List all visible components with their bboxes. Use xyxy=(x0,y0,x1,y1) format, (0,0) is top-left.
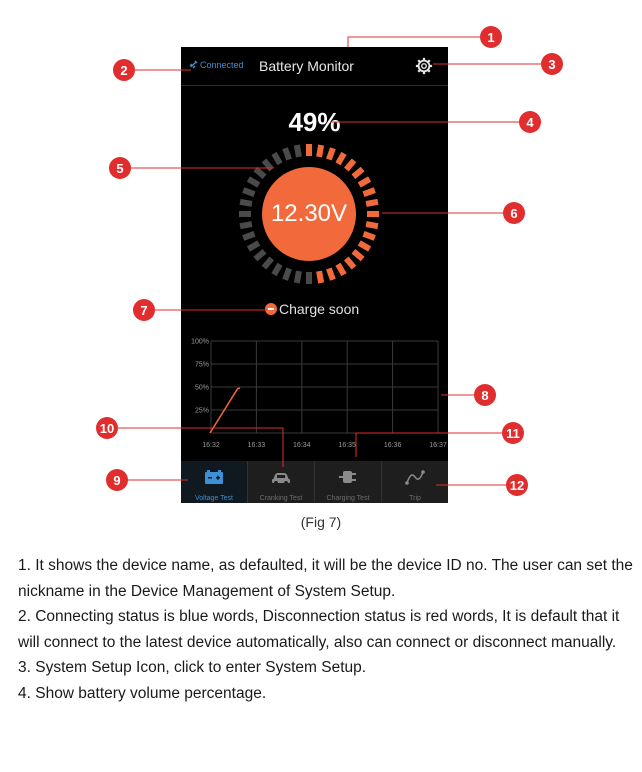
tab-trip-label: Trip xyxy=(409,495,421,502)
callout-12: 12 xyxy=(506,474,528,496)
x-tick-label: 16:37 xyxy=(429,442,447,449)
tab-bar xyxy=(181,461,448,503)
battery-status-label: Charge soon xyxy=(279,301,360,317)
tab-cranking-test[interactable] xyxy=(248,461,315,503)
callout-2: 2 xyxy=(113,59,135,81)
tab-trip[interactable] xyxy=(382,461,448,503)
note-1: 1. It shows the device name, as defaulted, it will be the device ID no. The user can set the nickname in the Device Management of System Setup. xyxy=(18,557,633,600)
tab-cranking-test-label: Cranking Test xyxy=(259,495,303,502)
battery-status-icon xyxy=(265,303,277,315)
x-tick-label: 16:32 xyxy=(202,442,220,449)
y-tick-label: 50% xyxy=(194,384,209,392)
voltage-readout: 12.30V xyxy=(270,200,348,227)
tab-voltage-test[interactable] xyxy=(181,461,248,503)
tab-charging-test-label: Charging Test xyxy=(326,495,370,502)
callout-5: 5 xyxy=(109,157,131,179)
y-tick-label: 75% xyxy=(194,361,209,369)
callout-10: 10 xyxy=(96,417,118,439)
notes-list xyxy=(18,553,640,706)
route-icon xyxy=(404,467,426,487)
callout-7: 7 xyxy=(133,299,155,321)
callout-1: 1 xyxy=(480,26,502,48)
link-icon xyxy=(189,60,199,70)
x-tick-label: 16:34 xyxy=(293,442,311,449)
app-title: Battery Monitor xyxy=(259,58,354,74)
callout-6: 6 xyxy=(503,202,525,224)
x-tick-label: 16:35 xyxy=(338,442,356,449)
callout-11: 11 xyxy=(502,422,524,444)
tab-voltage-test-label: Voltage Test xyxy=(194,495,233,502)
note-2: 2. Connecting status is blue words, Disconnection status is red words, It is default that it will connect to the latest device automatically, also can connect or disconnect manually. xyxy=(18,608,620,651)
y-tick-label: 100% xyxy=(191,338,209,346)
callout-3: 3 xyxy=(541,53,563,75)
tab-charging-test[interactable] xyxy=(315,461,382,503)
gear-icon[interactable] xyxy=(415,57,433,75)
voltage-chart xyxy=(181,335,448,459)
car-icon xyxy=(270,467,292,487)
note-4: 4. Show battery volume percentage. xyxy=(18,684,267,702)
phone-screen xyxy=(181,47,448,503)
top-bar xyxy=(181,47,448,86)
y-tick-label: 25% xyxy=(194,407,209,415)
plug-icon xyxy=(337,467,359,487)
callout-8: 8 xyxy=(474,384,496,406)
callout-9: 9 xyxy=(106,469,128,491)
battery-icon xyxy=(203,467,225,487)
battery-status xyxy=(265,301,359,317)
battery-percent: 49% xyxy=(288,107,341,137)
figure-caption: (Fig 7) xyxy=(300,514,342,530)
note-3: 3. System Setup Icon, click to enter System Setup. xyxy=(18,659,367,676)
connection-status[interactable] xyxy=(189,60,244,70)
x-tick-label: 16:33 xyxy=(247,442,266,449)
connection-status-label: Connected xyxy=(200,60,244,70)
x-tick-label: 16:36 xyxy=(383,442,402,449)
callout-4: 4 xyxy=(519,111,541,133)
